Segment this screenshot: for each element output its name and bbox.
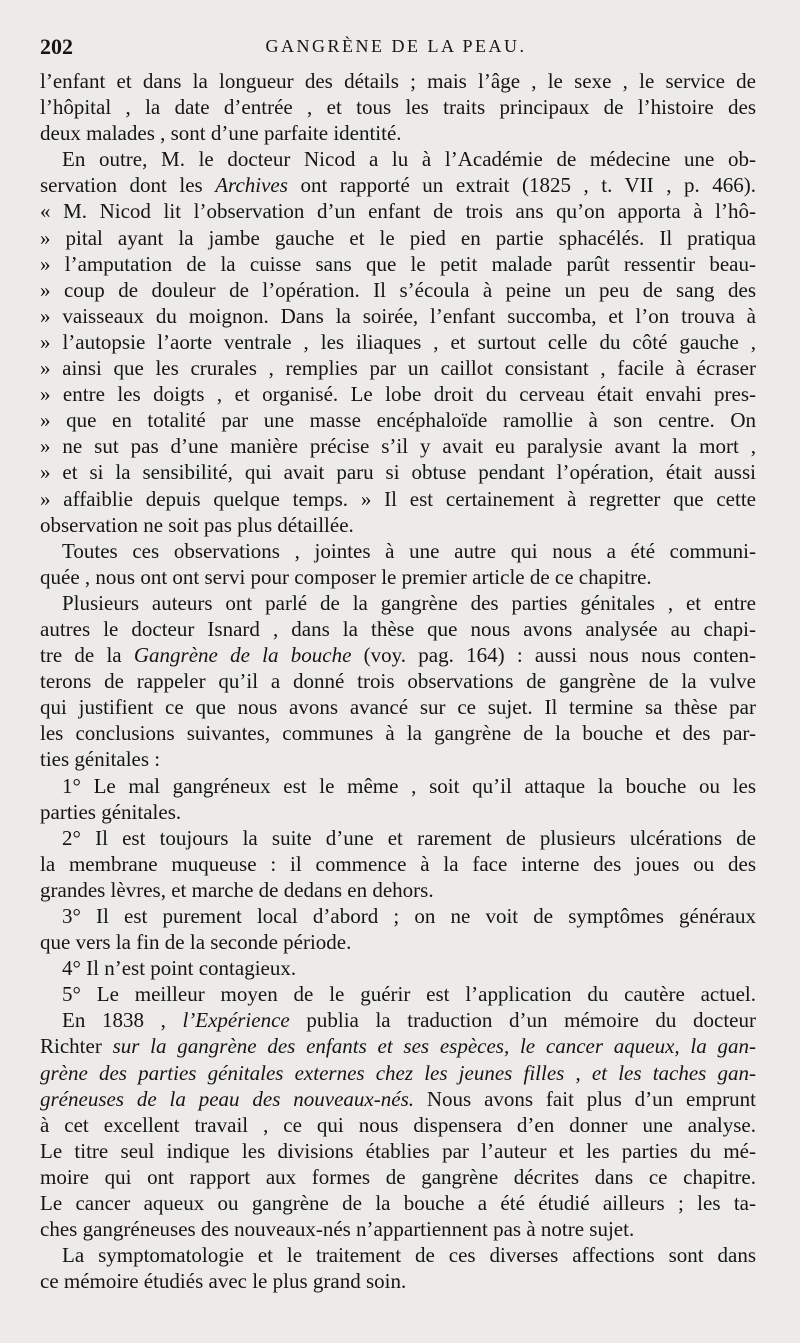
- text-segment: à cet excellent travail , ce qui nous dispensera d’en donner une analyse.: [40, 1112, 756, 1137]
- text-segment: » vaisseaux du moignon. Dans la soirée, l’enfant succomba, et l’on trouva à: [40, 303, 756, 328]
- text-segment: » que en totalité par une masse encéphaloïde ramollie à son centre. On: [40, 408, 756, 433]
- text-line: [40, 1216, 756, 1242]
- text-line: [40, 94, 756, 120]
- text-line: [40, 277, 756, 303]
- text-line: [40, 198, 756, 224]
- text-segment: qui justifient ce que nous avons avancé sur ce sujet. Il termine sa thèse par: [40, 695, 756, 720]
- text-segment: « M. Nicod lit l’observation d’un enfant de trois ans qu’on apporta à l’hô-: [40, 199, 756, 224]
- text-line: [40, 407, 756, 433]
- text-segment: » l’amputation de la cuisse sans que le petit malade parût ressentir beau-: [40, 251, 756, 276]
- text-segment: Richter: [40, 1034, 113, 1059]
- text-line: [40, 668, 756, 694]
- text-segment: » coup de douleur de l’opération. Il s’écoula à peine un peu de sang des: [40, 277, 756, 302]
- italic-text-segment: Gangrène de la bouche: [133, 643, 352, 668]
- text-line: [40, 329, 756, 355]
- text-line: [40, 1138, 756, 1164]
- text-segment: Plusieurs auteurs ont parlé de la gangrène des parties génitales , et entre: [62, 590, 756, 615]
- text-line: [40, 512, 756, 538]
- text-line: [40, 955, 756, 981]
- text-segment: ont rapporté un extrait (1825 , t. VII , p. 466).: [287, 173, 756, 198]
- text-segment: ches gangréneuses des nouveaux-nés n’appartiennent pas à notre sujet.: [40, 1217, 635, 1242]
- text-line: [40, 694, 756, 720]
- text-line: [40, 486, 756, 512]
- text-line: [40, 355, 756, 381]
- text-line: [40, 146, 756, 172]
- text-segment: 3° Il est purement local d’abord ; on ne voit de symptômes généraux: [62, 904, 756, 928]
- text-line: [40, 825, 756, 851]
- text-segment: » ne sut pas d’une manière précise s’il y avait eu paralysie avant la mort ,: [40, 434, 756, 459]
- text-line: [40, 303, 756, 329]
- text-segment: 2° Il est toujours la suite d’une et rarement de plusieurs ulcérations de: [62, 825, 756, 850]
- text-line: [40, 877, 756, 903]
- text-line: [40, 1164, 756, 1190]
- running-title: GANGRÈNE DE LA PEAU.: [265, 36, 527, 56]
- text-line: [40, 642, 756, 668]
- text-segment: Le titre seul indique les divisions établies par l’auteur et les parties du mé-: [40, 1138, 756, 1163]
- text-segment: la membrane muqueuse : il commence à la face interne des joues ou des: [40, 851, 756, 876]
- text-segment: tre de la: [40, 643, 134, 668]
- text-segment: terons de rappeler qu’il a donné trois observations de gangrène de la vulve: [40, 669, 756, 694]
- text-segment: Nous avons fait plus d’un emprunt: [414, 1086, 756, 1111]
- text-line: [40, 616, 756, 642]
- italic-text-segment: et les taches gan-: [591, 1060, 756, 1085]
- text-line: [40, 746, 756, 772]
- text-line: [40, 1086, 756, 1112]
- text-segment: les conclusions suivantes, communes à la gangrène de la bouche et des par-: [40, 721, 756, 746]
- text-segment: » pital ayant la jambe gauche et le pied en partie sphacélés. Il pratiqua: [40, 225, 756, 250]
- text-segment: 4° Il n’est point contagieux.: [62, 956, 297, 981]
- text-segment: » et si la sensibilité, qui avait paru si obtuse pendant l’opération, était aussi: [40, 460, 756, 485]
- text-segment: autres le docteur Isnard , dans la thèse que nous avons analysée au chapi-: [40, 616, 756, 641]
- italic-text-segment: Archives: [215, 173, 288, 198]
- text-line: [40, 903, 756, 929]
- text-segment: l’enfant et dans la longueur des détails ; mais l’âge , le sexe , le service de: [40, 69, 756, 93]
- text-line: [40, 929, 756, 955]
- text-line: [40, 851, 756, 877]
- text-segment: moire qui ont rapport aux formes de gangrène décrites dans ce chapitre.: [40, 1164, 756, 1189]
- text-line: [40, 1112, 756, 1138]
- text-segment: grandes lèvres, et marche de dedans en dehors.: [40, 877, 434, 902]
- text-line: [40, 433, 756, 459]
- text-line: [40, 68, 756, 94]
- text-segment: ,: [564, 1060, 592, 1085]
- page-number: 202: [40, 34, 73, 59]
- italic-text-segment: sur la gangrène des enfants et ses espèces, le cancer aqueux, la gan-: [112, 1034, 756, 1059]
- italic-text-segment: grène des parties génitales externes chez les jeunes filles: [40, 1060, 565, 1085]
- text-line: [40, 720, 756, 746]
- italic-text-segment: gréneuses de la peau des nouveaux-nés.: [40, 1086, 414, 1111]
- text-line: [40, 225, 756, 251]
- text-segment: » l’autopsie l’aorte ventrale , les iliaques , et surtout celle du côté gauche ,: [40, 329, 756, 354]
- text-segment: que vers la fin de la seconde période.: [40, 930, 352, 955]
- text-line: [40, 1007, 756, 1033]
- text-segment: La symptomatologie et le traitement de ces diverses affections sont dans: [62, 1243, 756, 1268]
- text-segment: 1° Le mal gangréneux est le même , soit qu’il attaque la bouche ou les: [62, 773, 756, 798]
- text-line: [40, 1033, 756, 1059]
- text-segment: parties génitales.: [40, 799, 182, 824]
- text-segment: Toutes ces observations , jointes à une autre qui nous a été communi-: [62, 538, 756, 563]
- body-text: [40, 68, 756, 1294]
- text-segment: 5° Le meilleur moyen de le guérir est l’application du cautère actuel.: [62, 982, 756, 1007]
- text-segment: deux malades , sont d’une parfaite identité.: [40, 121, 402, 146]
- text-line: [40, 981, 756, 1007]
- text-segment: ties génitales :: [40, 747, 161, 772]
- text-line: [40, 251, 756, 277]
- text-segment: Le cancer aqueux ou gangrène de la bouche a été étudié ailleurs ; les ta-: [40, 1191, 756, 1216]
- text-segment: En outre, M. le docteur Nicod a lu à l’Académie de médecine une ob-: [62, 147, 756, 172]
- text-segment: l’hôpital , la date d’entrée , et tous les traits principaux de l’histoire des: [40, 95, 756, 120]
- text-line: [40, 172, 756, 198]
- text-line: [40, 773, 756, 799]
- text-line: [40, 590, 756, 616]
- text-line: [40, 1190, 756, 1216]
- text-segment: publia la traduction d’un mémoire du docteur: [289, 1008, 756, 1033]
- text-line: [40, 1268, 756, 1294]
- text-segment: » affaiblie depuis quelque temps. » Il est certainement à regretter que cette: [40, 486, 756, 511]
- italic-text-segment: l’Expérience: [182, 1008, 290, 1033]
- text-line: [40, 538, 756, 564]
- text-segment: En 1838 ,: [62, 1008, 183, 1033]
- text-segment: servation dont les: [40, 173, 216, 198]
- text-segment: (voy. pag. 164) : aussi nous nous conten-: [351, 643, 756, 668]
- text-line: [40, 459, 756, 485]
- text-segment: » entre les doigts , et organisé. Le lobe droit du cerveau était envahi pres-: [40, 382, 756, 407]
- page-header: [40, 34, 752, 64]
- text-segment: observation ne soit pas plus détaillée.: [40, 512, 354, 537]
- text-line: [40, 381, 756, 407]
- text-line: [40, 564, 756, 590]
- text-line: [40, 1242, 756, 1268]
- text-line: [40, 1060, 756, 1086]
- text-line: [40, 799, 756, 825]
- text-segment: ce mémoire étudiés avec le plus grand soin.: [40, 1269, 407, 1294]
- text-segment: quée , nous ont ont servi pour composer le premier article de ce chapitre.: [40, 564, 652, 589]
- text-segment: » ainsi que les crurales , remplies par un caillot consistant , facile à écraser: [40, 356, 756, 381]
- text-line: [40, 120, 756, 146]
